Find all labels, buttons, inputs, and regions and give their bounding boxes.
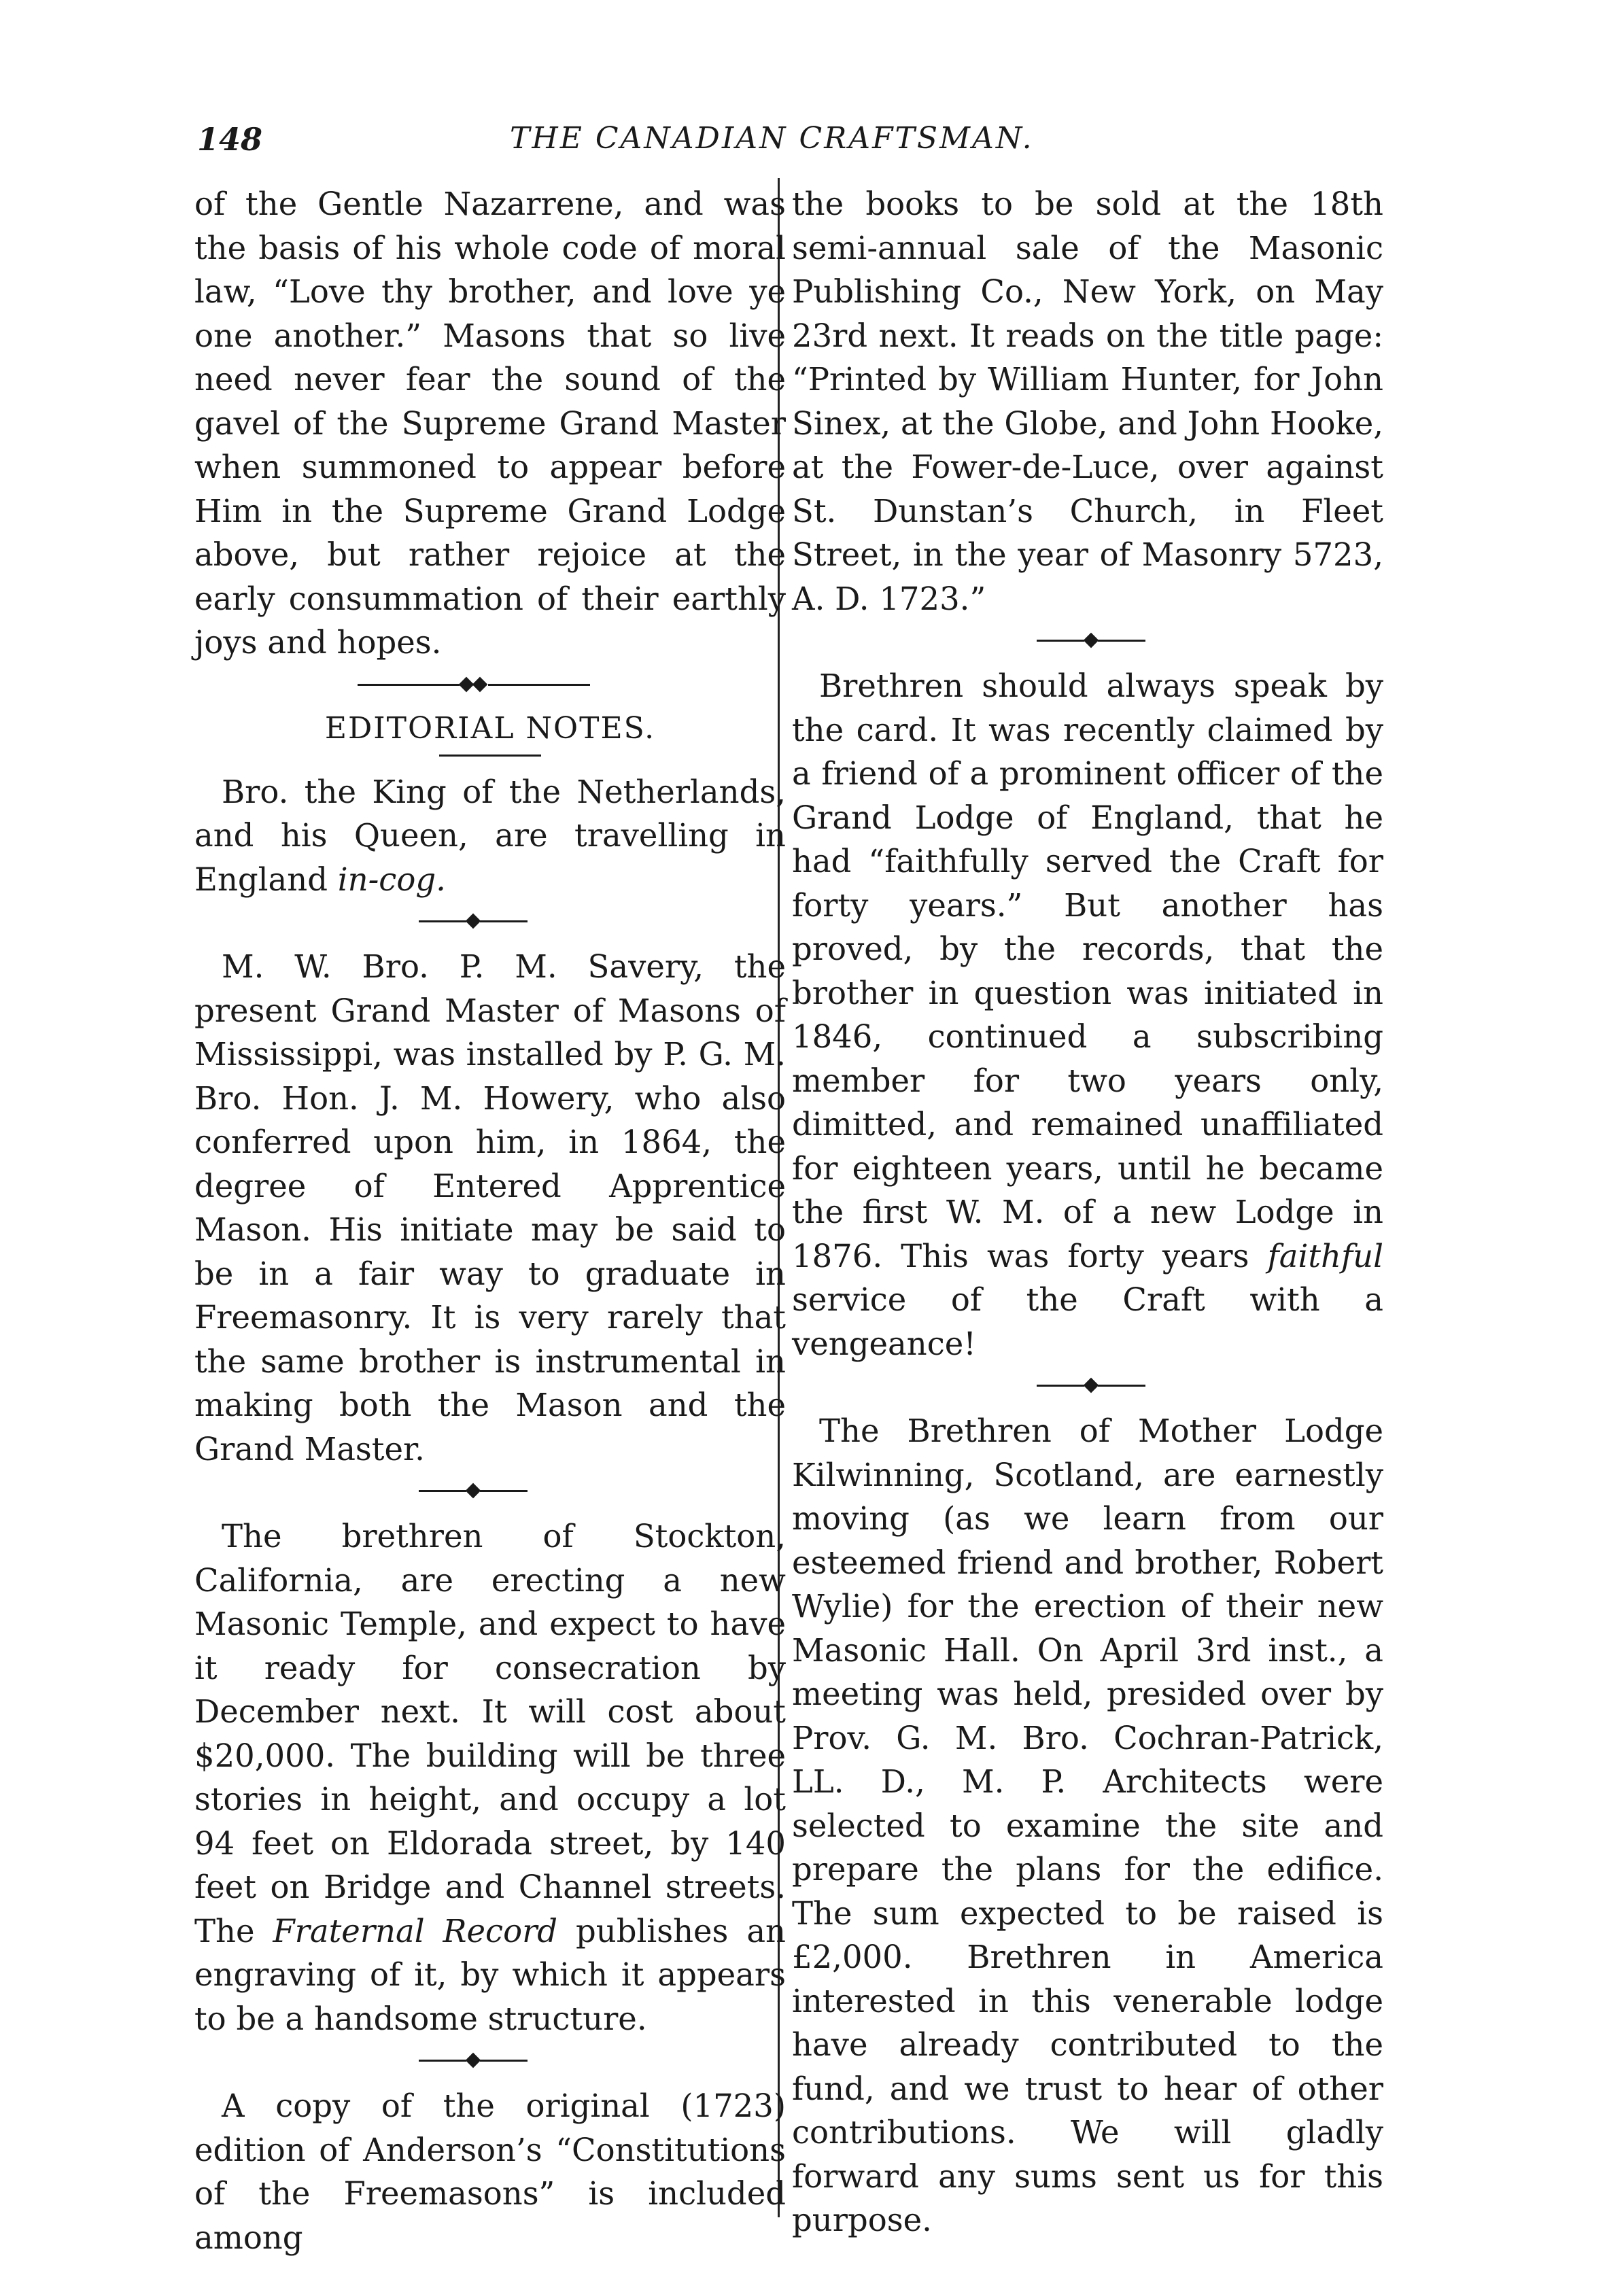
note-speak-by-card-italic: faithful — [1267, 1237, 1383, 1275]
ornament-separator — [194, 909, 786, 933]
note-speak-by-card-tail: service of the Craft with a vengeance! — [792, 1281, 1383, 1362]
heading-rule — [439, 755, 541, 757]
note-stockton-text: The brethren of Stockton, California, are erecting a new Masonic Temple, and expect to have it ready for consecration by December next. It will cost about $20,000. The building will be three stories in height, and occupy a lot 94 feet on Eldorada street, by 140 feet on Bridge and Channel streets. The — [194, 1518, 786, 1949]
note-savery: M. W. Bro. P. M. Savery, the present Grand Master of Masons of Mississippi, was installed by P. G. M. Bro. Hon. J. M. Howery, who also conferred upon him, in 1864, the degree of Entered Apprentice Mason. His initiate may be said to be in a fair way to graduate in Freemasonry. It is very rarely that the same brother is instrumental in making both the Mason and the Grand Master. — [194, 948, 786, 1468]
note-stockton-italic: Fraternal Record — [273, 1912, 558, 1949]
right-column — [792, 182, 1383, 2242]
page-header — [197, 121, 1414, 169]
ornament-separator — [792, 629, 1383, 652]
ornament-separator — [792, 1374, 1383, 1397]
note-speak-by-card — [792, 664, 1383, 1366]
note-stockton-tail: publishes an engraving of it, by which it appears to be a handsome structure. — [194, 1912, 786, 2037]
left-column — [194, 182, 786, 2259]
note-netherlands-italic: in-cog. — [337, 861, 446, 898]
note-netherlands — [194, 770, 786, 902]
running-title: THE CANADIAN CRAFTSMAN. — [510, 121, 1034, 156]
ornament-separator — [194, 1479, 786, 1502]
right-paragraph-continued: the books to be sold at the 18th semi-annual sale of the Masonic Publishing Co., New York, on May 23rd next. It reads on the title page: “Printed by William Hunter, for John Sinex, at the Globe, and John Hooke, at the Fower-de-Luce, over against St. Dunstan’s Church, in Fleet Street, in the year of Masonry 5723, A. D. 1723.” — [792, 186, 1383, 617]
note-anderson: A copy of the original (1723) edition of Anderson’s “Constitutions of the Freemasons” is included among — [194, 2087, 786, 2256]
note-speak-by-card-text: Brethren should always speak by the card. It was recently claimed by a friend of a prominent officer of the Grand Lodge of England, that he had “faithfully served the Craft for forty years.” But another has proved, by the records, that the brother in question was initiated in 1846, continued a subscribing member for two years only, dimitted, and remained unaffiliated for eighteen years, until he became the first W. M. of a new Lodge in 1876. This was forty years — [792, 668, 1383, 1275]
left-paragraph-continued: of the Gentle Nazarrene, and was the basis of his whole code of moral law, “Love thy brother, and love ye one another.” Masons that so live need never fear the sound of the gavel of the Supreme Grand Master when summoned to appear before Him in the Supreme Grand Lodge above, but rather rejoice at the early consummation of their earthly joys and hopes. — [194, 186, 786, 661]
page-number: 148 — [197, 121, 263, 158]
section-heading: EDITORIAL NOTES. — [324, 710, 656, 746]
ornament-separator — [194, 673, 786, 696]
note-kilwinning: The Brethren of Mother Lodge Kilwinning, Scotland, are earnestly moving (as we learn from our esteemed friend and brother, Robert Wylie) for the erection of their new Masonic Hall. On April 3rd inst., a meeting was held, presided over by Prov. G. M. Bro. Cochran-Patrick, LL. D., M. P. Architects were selected to examine the site and prepare the plans for the edifice. The sum expected to be raised is £2,000. Brethren in America interested in this venerable lodge have already contributed to the fund, and we trust to hear of other contributions. We will gladly forward any sums sent us for this purpose. — [792, 1412, 1383, 2238]
note-stockton — [194, 1514, 786, 2041]
ornament-separator — [194, 2049, 786, 2072]
note-netherlands-text: Bro. the King of the Netherlands, and his Queen, are travelling in England — [194, 773, 786, 898]
